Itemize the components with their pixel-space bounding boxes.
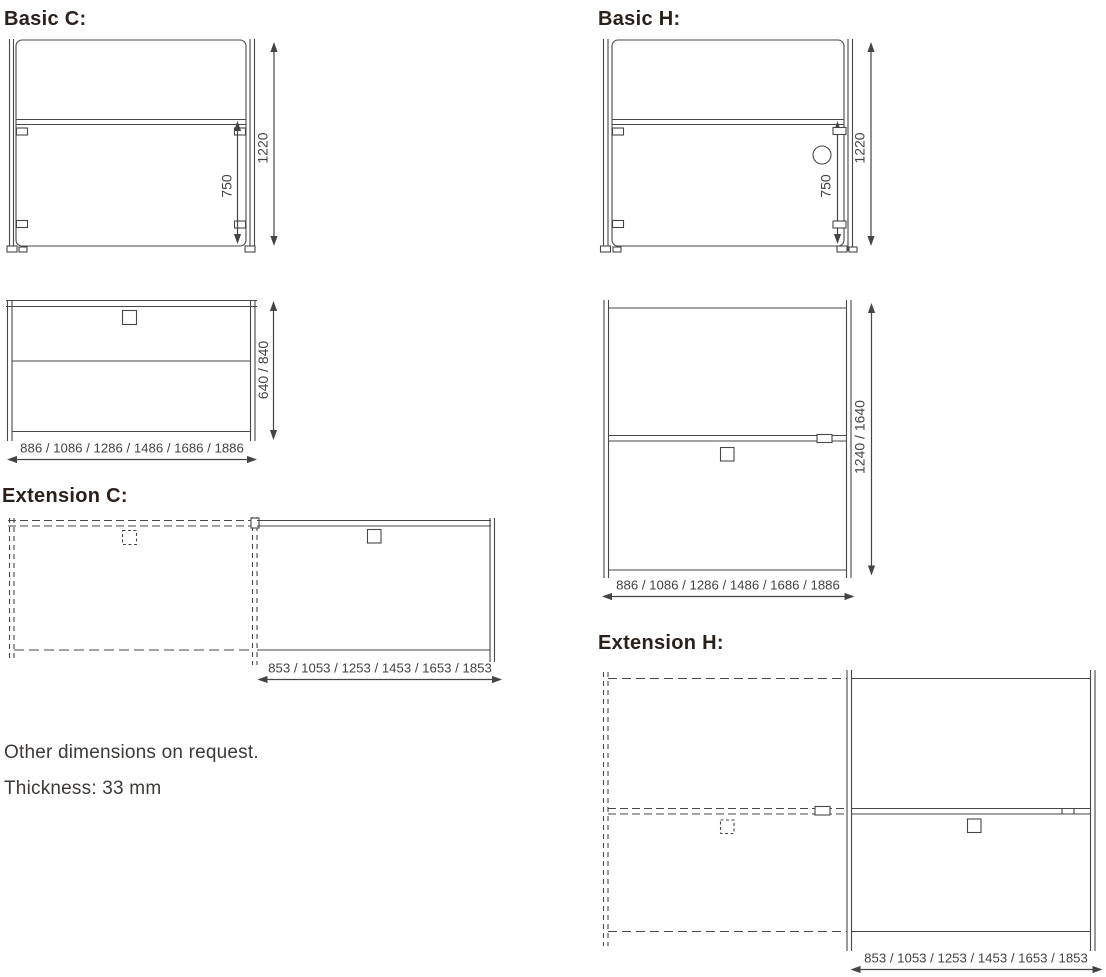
basic-c-low-height-label: 640 / 840 (255, 340, 272, 400)
extension-c-existing-panel-dashed (8, 517, 259, 665)
extension-c-drawing (0, 510, 520, 695)
basic-c-low-panel (6, 300, 257, 441)
extension-c-width-dimension (258, 661, 503, 684)
basic-c-overall-height-dimension (255, 42, 278, 246)
basic-c-desk-height-label: 750 (218, 174, 235, 198)
extension-c-width-label: 853 / 1053 / 1253 / 1453 / 1653 / 1853 (268, 660, 492, 676)
cable-port-square (721, 448, 735, 462)
basic-h-tall-height-dimension (852, 303, 875, 576)
cable-port-square (123, 311, 137, 325)
extension-h-added-panel (847, 670, 1095, 951)
note-other-dimensions: Other dimensions on request. (4, 742, 259, 763)
extension-c-heading: Extension C: (2, 485, 128, 507)
basic-c-desk-height-dimension (219, 121, 241, 244)
note-thickness: Thickness: 33 mm (4, 778, 162, 799)
cable-port-square (968, 819, 982, 833)
basic-h-tall-height-label: 1240 / 1640 (851, 400, 868, 474)
basic-c-low-width-dimension (7, 441, 257, 464)
basic-h-tall-width-label: 886 / 1086 / 1286 / 1486 / 1686 / 1886 (616, 577, 840, 593)
basic-h-overall-height-dimension (852, 42, 875, 246)
extension-h-width-label: 853 / 1053 / 1253 / 1453 / 1653 / 1853 (864, 950, 1088, 966)
extension-h-existing-panel-dashed (604, 672, 848, 946)
basic-h-front-drawing (590, 30, 890, 265)
basic-c-front-panel (7, 39, 255, 252)
cable-port-square (368, 530, 382, 544)
basic-c-front-drawing (0, 30, 300, 265)
basic-h-tall-panel (604, 300, 851, 578)
basic-h-desk-height-dimension (818, 121, 846, 244)
basic-h-tall-drawing (590, 292, 890, 607)
extension-h-heading: Extension H: (598, 632, 724, 654)
basic-c-low-width-label: 886 / 1086 / 1286 / 1486 / 1686 / 1886 (20, 440, 244, 456)
basic-h-desk-height-label: 750 (817, 174, 834, 198)
basic-h-front-panel (601, 39, 858, 252)
basic-h-tall-width-dimension (602, 578, 855, 601)
basic-c-heading: Basic C: (4, 8, 87, 30)
extension-c-added-panel (257, 518, 495, 662)
extension-h-drawing (590, 625, 1106, 977)
cable-port-square (123, 531, 137, 545)
cable-port-square (721, 820, 735, 834)
grommet-circle (813, 146, 831, 164)
basic-c-overall-height-label: 1220 (254, 132, 271, 164)
basic-c-low-height-dimension (255, 301, 277, 440)
basic-h-heading: Basic H: (598, 8, 681, 30)
basic-c-low-drawing (0, 290, 300, 480)
extension-h-width-dimension (851, 951, 1103, 974)
basic-h-overall-height-label: 1220 (851, 132, 868, 164)
